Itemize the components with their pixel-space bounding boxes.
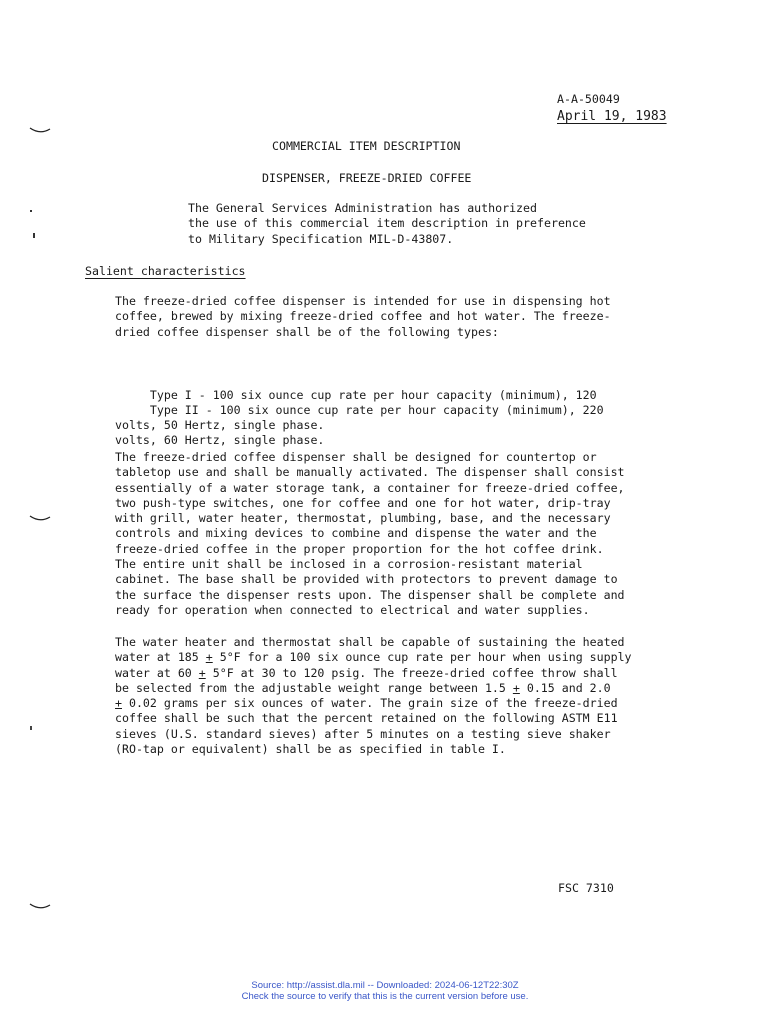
text-line: volts, 50 Hertz, single phase.	[115, 418, 325, 433]
plus-minus-sign: +	[198, 665, 206, 680]
text-line: ready for operation when connected to electrical and water supplies.	[115, 602, 590, 617]
fsc-code: FSC 7310	[558, 881, 614, 895]
type-2-paragraph	[115, 403, 675, 434]
text-line: + 0.02 grams per six ounces of water. The grain size of the freeze-dried	[115, 696, 618, 711]
document-date: April 19, 1983	[557, 109, 667, 124]
design-paragraph	[115, 450, 675, 618]
section-heading: Salient characteristics	[85, 264, 246, 278]
text-line: the surface the dispenser rests upon. The dispenser shall be complete and	[115, 587, 625, 602]
text-line: The freeze-dried coffee dispenser shall be designed for countertop or	[115, 450, 597, 464]
margin-mark	[28, 512, 52, 524]
heater-paragraph	[115, 635, 675, 757]
plus-minus-sign: +	[115, 696, 122, 711]
text-line: water at 185 + 5°F for a 100 six ounce cup rate per hour when using supply	[115, 650, 632, 665]
authorization-statement	[188, 201, 748, 247]
text-line: The freeze-dried coffee dispenser is intended for use in dispensing hot	[115, 294, 611, 308]
margin-dot	[30, 210, 32, 212]
margin-dot	[33, 233, 35, 238]
text-line: coffee shall be such that the percent retained on the following ASTM E11	[115, 711, 618, 726]
text-line: The General Services Administration has authorized	[188, 201, 538, 215]
plus-minus-sign: +	[512, 680, 520, 695]
margin-mark	[28, 124, 52, 136]
text-line: cabinet. The base shall be provided with protectors to prevent damage to	[115, 572, 618, 587]
intro-paragraph	[115, 294, 675, 340]
source-link[interactable]: Source: http://assist.dla.mil -- Downloaded: 2024-06-12T22:30Z	[251, 980, 519, 991]
document-title: COMMERCIAL ITEM DESCRIPTION	[272, 139, 461, 153]
text-line: tabletop use and shall be manually activated. The dispenser shall consist	[115, 465, 625, 480]
text-line: The water heater and thermostat shall be capable of sustaining the heated	[115, 635, 625, 649]
text-line: controls and mixing devices to combine and dispense the water and the	[115, 526, 597, 541]
source-footer	[0, 980, 770, 1002]
text-line: dried coffee dispenser shall be of the following types:	[115, 324, 499, 339]
text-line: freeze-dried coffee in the proper proportion for the hot coffee drink.	[115, 541, 604, 556]
text-line: water at 60 + 5°F at 30 to 120 psig. The freeze-dried coffee throw shall	[115, 665, 618, 680]
plus-minus-sign: +	[205, 650, 213, 665]
text-line: be selected from the adjustable weight range between 1.5 + 0.15 and 2.0	[115, 680, 611, 695]
text-line: volts, 60 Hertz, single phase.	[115, 433, 325, 448]
verify-notice: Check the source to verify that this is the current version before use.	[241, 991, 529, 1002]
text-line: sieves (U.S. standard sieves) after 5 minutes on a testing sieve shaker	[115, 726, 611, 741]
text-line: essentially of a water storage tank, a container for freeze-dried coffee,	[115, 480, 625, 495]
text-line: with grill, water heater, thermostat, plumbing, base, and the necessary	[115, 511, 611, 526]
text-line: The entire unit shall be inclosed in a corrosion-resistant material	[115, 557, 583, 572]
margin-mark	[28, 900, 52, 912]
text-line: to Military Specification MIL-D-43807.	[188, 231, 454, 246]
text-line: (RO-tap or equivalent) shall be as specified in table I.	[115, 742, 506, 757]
text-line: coffee, brewed by mixing freeze-dried coffee and hot water. The freeze-	[115, 309, 611, 324]
text-line: two push-type switches, one for coffee and one for hot water, drip-tray	[115, 495, 611, 510]
margin-dot	[30, 726, 32, 730]
text-line: Type II - 100 six ounce cup rate per hour capacity (minimum), 220	[115, 403, 604, 417]
text-line: Type I - 100 six ounce cup rate per hour capacity (minimum), 120	[115, 387, 597, 402]
text-line: the use of this commercial item description in preference	[188, 216, 586, 231]
item-name: DISPENSER, FREEZE-DRIED COFFEE	[262, 171, 472, 185]
document-number: A-A-50049	[557, 92, 620, 106]
